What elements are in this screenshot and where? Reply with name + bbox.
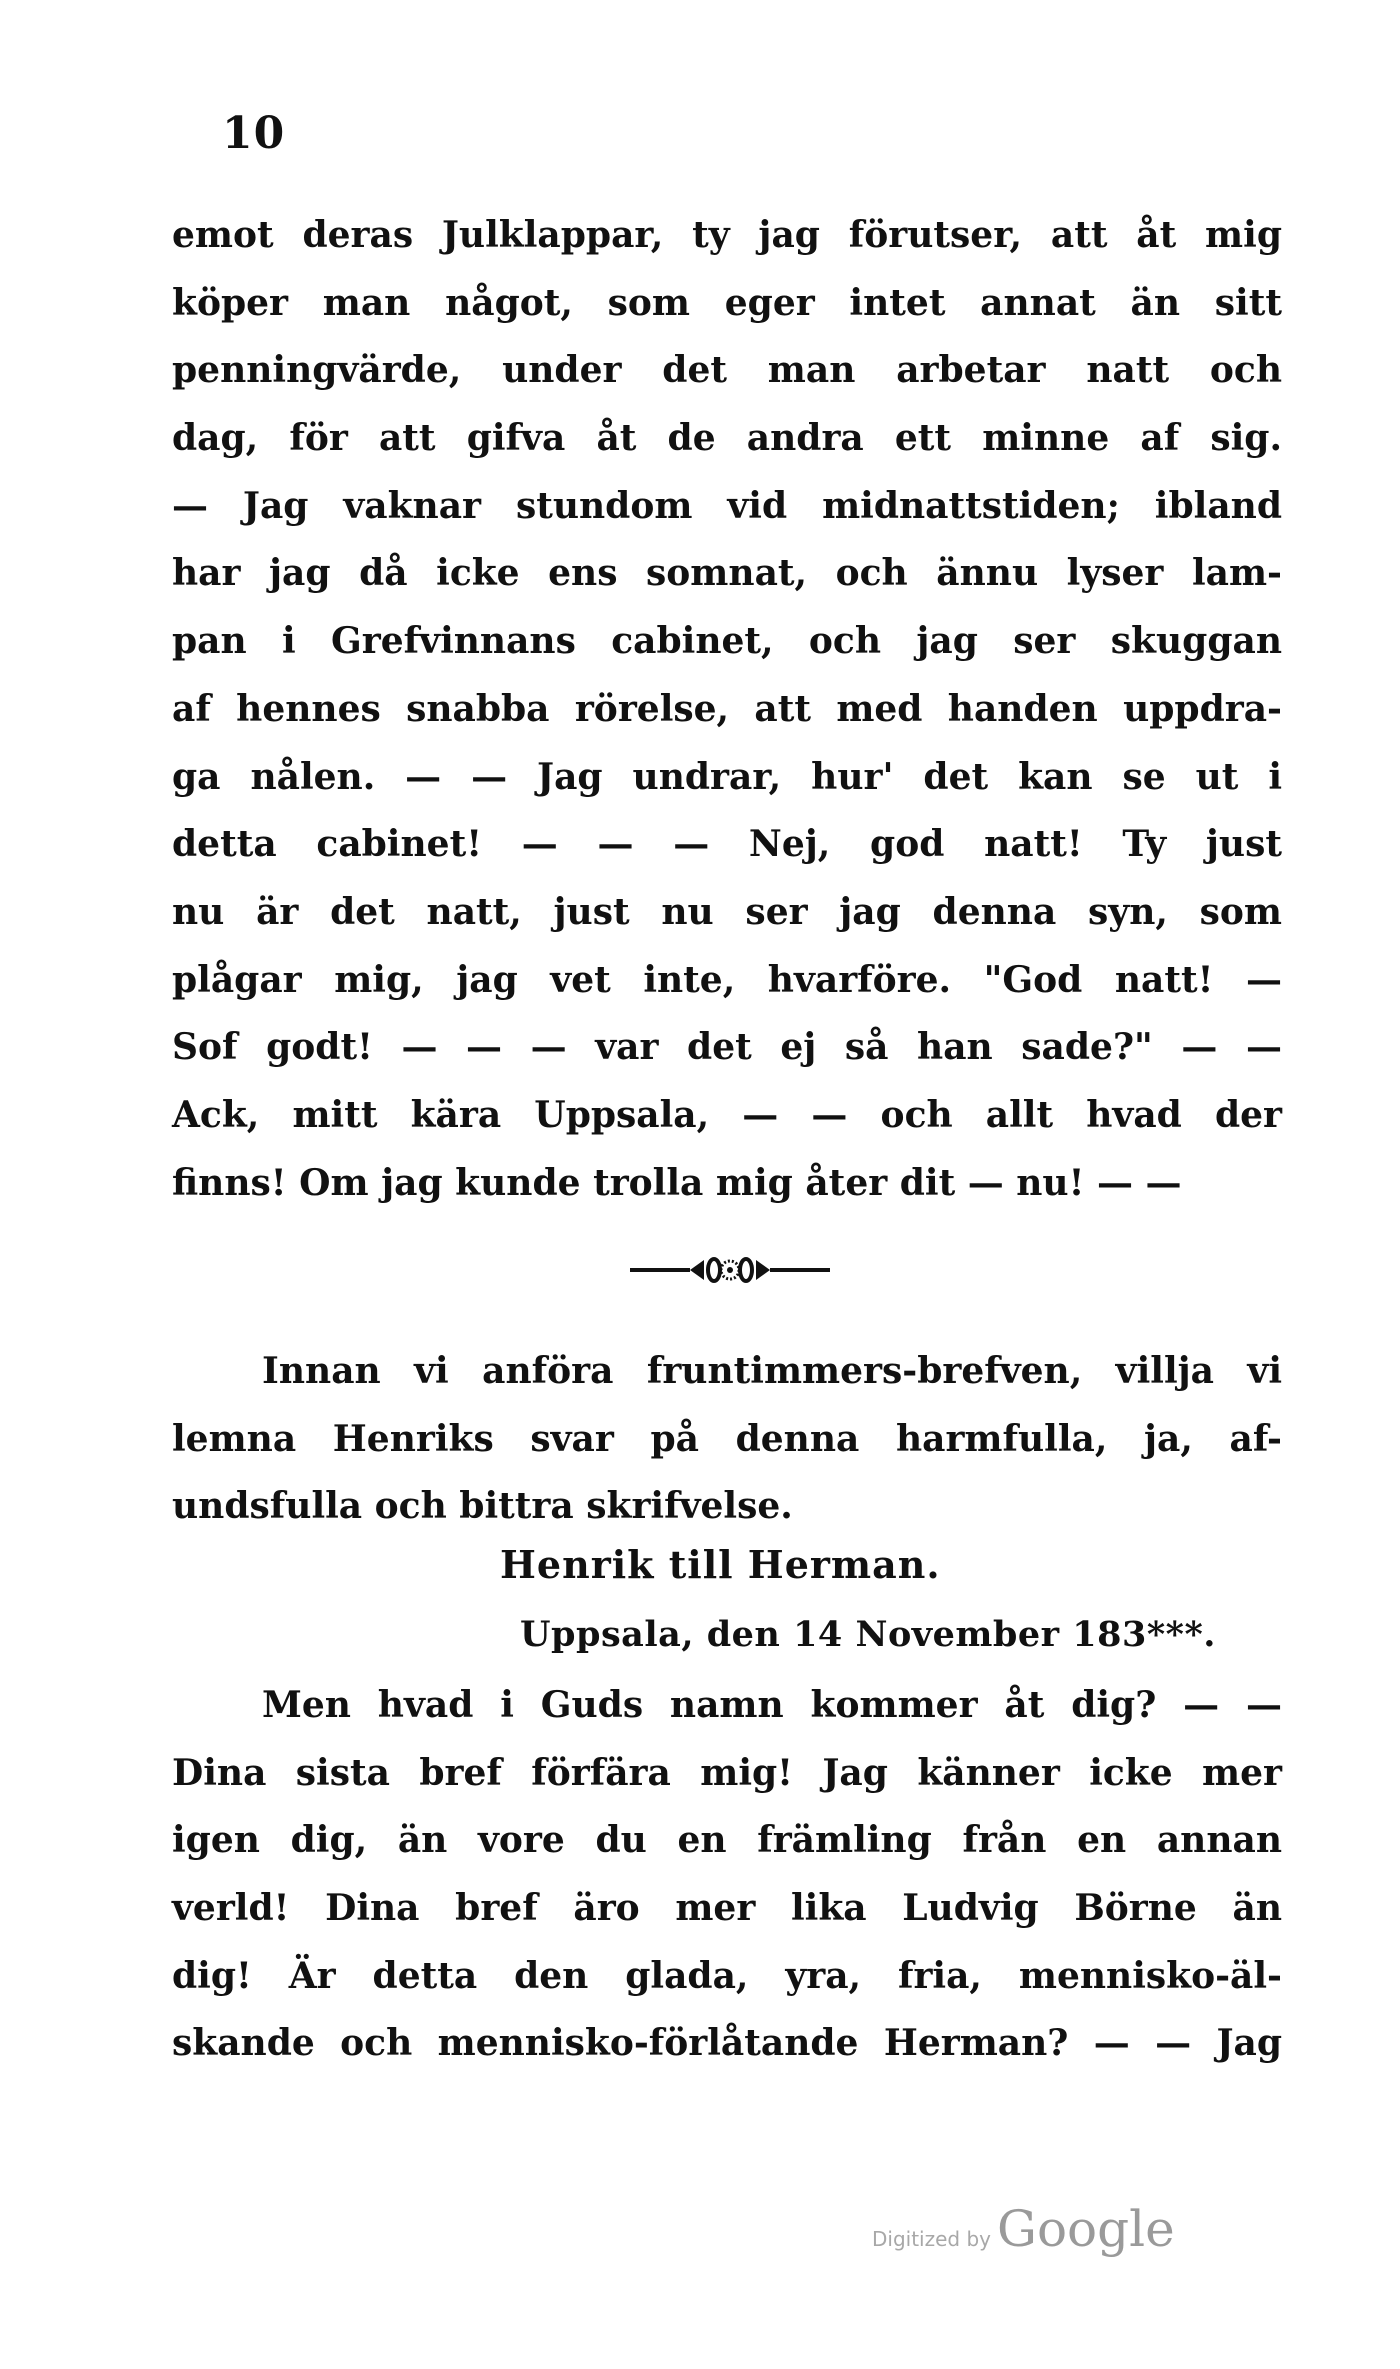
text-line: undsfulla och bittra skrifvelse. (172, 1485, 793, 1528)
paragraph-1 (172, 202, 1282, 1217)
text-line: Men hvad i Guds namn kommer åt dig? — — (262, 1684, 1282, 1726)
ornament-divider (630, 1250, 830, 1290)
text-line: detta cabinet! — — — Nej, god natt! Ty just (172, 823, 1282, 866)
google-logo: Google (997, 2200, 1175, 2258)
page-number: 10 (222, 108, 286, 159)
text-line: penningvärde, under det man arbetar natt och (172, 349, 1282, 392)
watermark-prefix: Digitized by (872, 2227, 991, 2251)
text-line: köper man något, som eger intet annat än sitt (172, 281, 1282, 324)
text-line: Dina sista bref förfära mig! Jag känner icke mer (172, 1751, 1282, 1794)
text-line: af hennes snabba rörelse, att med handen uppdra- (172, 687, 1282, 730)
text-line: verld! Dina bref äro mer lika Ludvig Börne än (172, 1887, 1282, 1930)
paragraph-3 (172, 1672, 1282, 2078)
text-line: dig! Är detta den glada, yra, fria, mennisko-äl- (172, 1954, 1282, 1997)
paragraph-2 (172, 1338, 1282, 1541)
text-line: nu är det natt, just nu ser jag denna syn, som (172, 890, 1282, 933)
text-line: skande och mennisko-förlåtande Herman? — — Jag (172, 2022, 1282, 2065)
text-line: Innan vi anföra fruntimmers-brefven, villja vi (262, 1350, 1282, 1392)
letter-heading: Henrik till Herman. (500, 1542, 941, 1587)
letter-dateline: Uppsala, den 14 November 183***. (520, 1614, 1216, 1655)
digitized-watermark (872, 2200, 1175, 2260)
text-line: Sof godt! — — — var det ej så han sade?" — — (172, 1026, 1282, 1069)
text-line: igen dig, än vore du en främling från en annan (172, 1819, 1282, 1862)
text-line: Ack, mitt kära Uppsala, — — och allt hvad der (172, 1093, 1282, 1136)
text-line: lemna Henriks svar på denna harmfulla, ja, af- (172, 1417, 1282, 1460)
text-line: emot deras Julklappar, ty jag förutser, att åt mig (172, 214, 1282, 256)
text-line: ga nålen. — — Jag undrar, hur' det kan se ut i (172, 755, 1282, 798)
text-line: finns! Om jag kunde trolla mig åter dit — nu! — — (172, 1161, 1182, 1204)
text-line: — Jag vaknar stundom vid midnattstiden; ibland (172, 484, 1282, 527)
text-line: plågar mig, jag vet inte, hvarföre. "God natt! — (172, 958, 1282, 1001)
text-line: pan i Grefvinnans cabinet, och jag ser skuggan (172, 620, 1282, 663)
text-line: dag, för att gifva åt de andra ett minne af sig. (172, 417, 1282, 460)
text-line: har jag då icke ens somnat, och ännu lyser lam- (172, 552, 1282, 595)
